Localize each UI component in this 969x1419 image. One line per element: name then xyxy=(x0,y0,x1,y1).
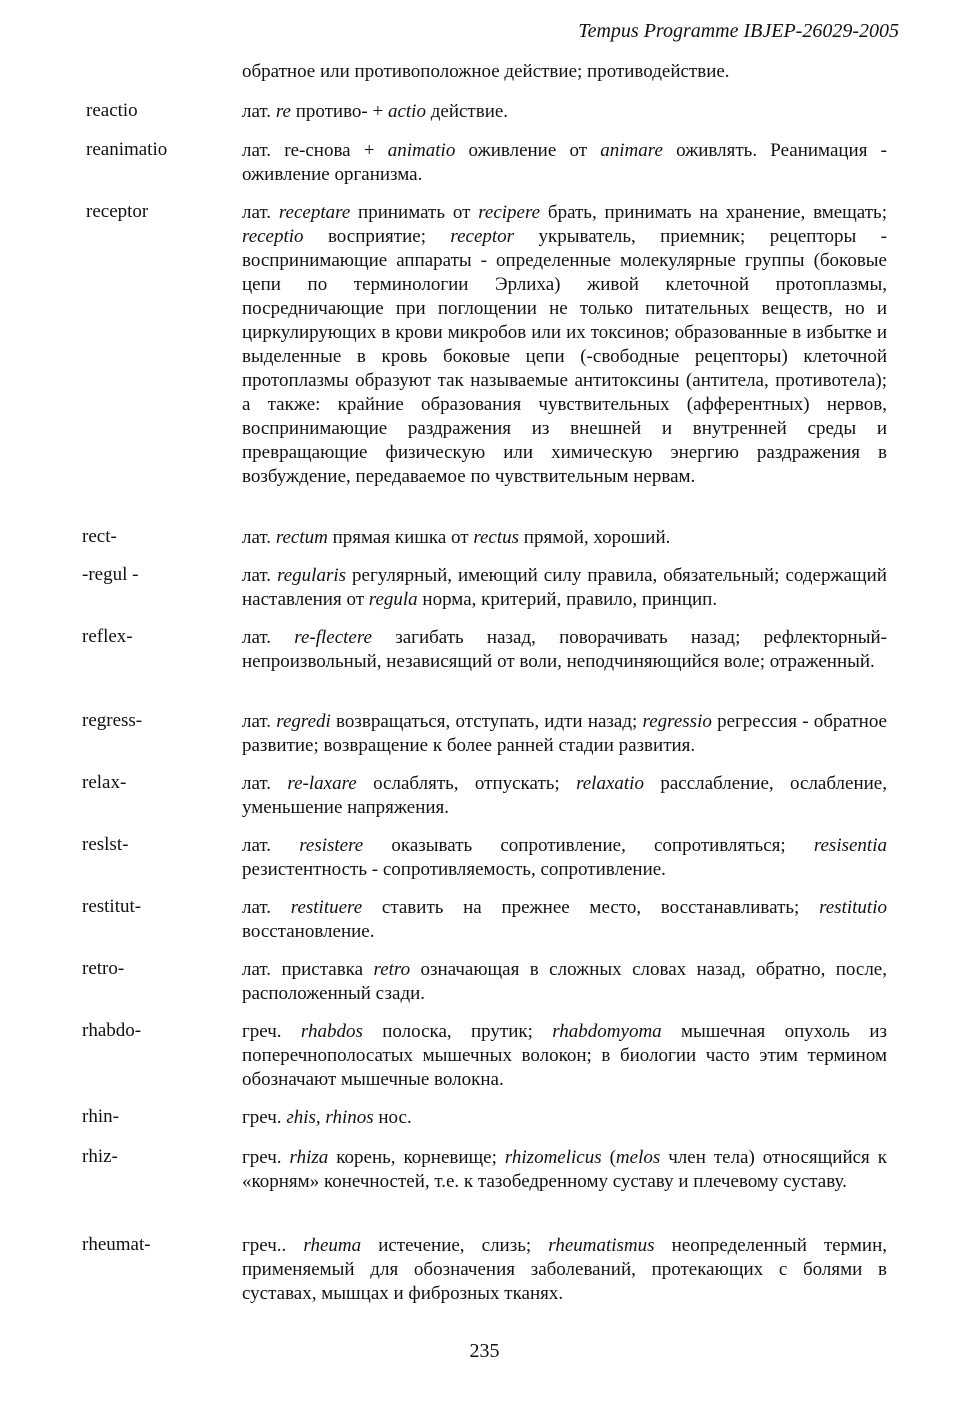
definition-text: укрыватель, приемник; рецепторы - воспринимающие аппараты - определенные молекулярные группы (боковые цепи по терминологии Эрлиха) живой клеточной протоплазмы, посредничающие при поглощении не только питательных веществ, но и циркулирующих в крови микробов или их токсинов; образованные в избытке и выделенные в кровь боковые цепи (-свободные рецепторы) клеточной протоплазмы образуют так называемые антитоксины (антитела, противотела); а также: крайние образования чувствительных (афферентных) нервов, воспринимающие раздражения из внешней и внутренней среды и превращающие физическую или химическую энергию раздражения в возбуждение, передаваемое по чувствительным нервам. xyxy=(242,226,887,487)
definition-text: означающая в сложных словах назад, обратно, после, расположенный сзади. xyxy=(242,959,887,1004)
definition-text: корень, корневище; xyxy=(328,1147,505,1168)
italic-term: rectus xyxy=(473,527,520,548)
entry-term: reslst- xyxy=(82,834,129,855)
italic-term: rheumatismus xyxy=(548,1235,655,1256)
italic-term: rhabdomyoma xyxy=(552,1021,662,1042)
definition-text: восстановление. xyxy=(242,921,375,942)
italic-term: animare xyxy=(600,140,663,161)
entry-term: rect- xyxy=(82,526,117,547)
entry-definition xyxy=(242,526,887,550)
entry-definition xyxy=(242,201,887,489)
page-number: 235 xyxy=(469,1340,500,1362)
definition-text: мышечная опухоль из поперечнополосатых мышечных волокон; в биологии часто этим термином обозначают мышечные волокна. xyxy=(242,1021,887,1090)
entry-definition xyxy=(242,958,887,1006)
italic-term: regressio xyxy=(642,711,712,732)
definition-text: принимать от xyxy=(350,202,479,223)
definition-text: расслабление, ослабление, уменьшение напряжения. xyxy=(242,773,887,818)
entry-term: rhiz- xyxy=(82,1146,118,1167)
italic-term: retro xyxy=(373,959,411,980)
definition-text: полоска, прутик; xyxy=(362,1021,553,1042)
entry-definition xyxy=(242,626,887,674)
definition-text: норма, критерий, правило, принцип. xyxy=(417,589,718,610)
definition-text: ставить на прежнее место, восстанавливать; xyxy=(362,897,820,918)
definition-text: греч.. xyxy=(242,1235,304,1256)
italic-term: receptor xyxy=(450,226,515,247)
entry-definition xyxy=(242,139,887,187)
italic-term: гhis, rhinos xyxy=(286,1107,374,1128)
entry-term: rhabdo- xyxy=(82,1020,142,1041)
entry-definition xyxy=(242,100,887,124)
definition-text: лат. xyxy=(242,711,277,732)
entry-term: rhin- xyxy=(82,1106,119,1127)
definition-text: прямая кишка от xyxy=(327,527,474,548)
italic-term: regularis xyxy=(277,565,347,586)
definition-text: лат. xyxy=(242,897,291,918)
running-header: Tempus Programme IBJEP-26029-2005 xyxy=(578,20,899,42)
italic-term: re-laxare xyxy=(287,773,357,794)
italic-term: re-flectere xyxy=(294,627,372,648)
definition-text: действие. xyxy=(425,101,509,122)
italic-term: resistere xyxy=(299,835,364,856)
italic-term: regula xyxy=(368,589,418,610)
entry-term: rheumat- xyxy=(82,1234,151,1255)
entry-term: reanimatio xyxy=(86,139,168,160)
entry-definition xyxy=(242,772,887,820)
entry-term: restitut- xyxy=(82,896,142,917)
definition-text: ослаблять, отпускать; xyxy=(356,773,577,794)
definition-text: возвращаться, отступать, идти назад; xyxy=(330,711,643,732)
definition-text: лат. xyxy=(242,627,295,648)
definition-text: оживление от xyxy=(455,140,601,161)
italic-term: rhabdos xyxy=(300,1021,363,1042)
definition-text: член тела) относящийся к «корням» конечностей, т.е. к тазобедренному суставу и плечевому суставу. xyxy=(242,1147,888,1192)
definition-text: греч. xyxy=(242,1107,287,1128)
definition-text: регулярный, имеющий силу правила, обязательный; содержащий наставления от xyxy=(242,565,887,610)
definition-text: лат. xyxy=(242,835,300,856)
definition-text: греч. xyxy=(242,1021,301,1042)
entry-term: relax- xyxy=(82,772,127,793)
italic-term: receptio xyxy=(242,226,304,247)
definition-text: оживлять. Реанимация - оживление организма. xyxy=(242,140,888,185)
definition-text: лат. xyxy=(242,202,279,223)
entry-definition xyxy=(242,1146,887,1194)
italic-term: restitutio xyxy=(819,897,887,918)
italic-term: regredi xyxy=(276,711,331,732)
definition-text: лат. xyxy=(242,527,276,548)
entry-term: -regul - xyxy=(82,564,139,585)
definition-text: загибать назад, поворачивать назад; рефлекторный-непроизвольный, независящий от воли, неподчиняющийся воле; отраженный. xyxy=(242,627,887,672)
italic-term: melos xyxy=(615,1147,661,1168)
entry-term: retro- xyxy=(82,958,125,979)
italic-term: receptare xyxy=(278,202,351,223)
entry-definition xyxy=(242,896,887,944)
italic-term: rhizomelicus xyxy=(504,1147,602,1168)
definition-text: греч. xyxy=(242,1147,290,1168)
italic-term: recipere xyxy=(478,202,541,223)
italic-term: animatio xyxy=(387,140,456,161)
italic-term: re xyxy=(275,101,291,122)
definition-text: лат. re-снова + xyxy=(242,140,388,161)
italic-term: rhiza xyxy=(289,1147,329,1168)
entry-term: regress- xyxy=(82,710,143,731)
definition-text: ( xyxy=(601,1147,616,1168)
italic-term: restituere xyxy=(290,897,363,918)
definition-text: неопределенный термин, применяемый для обозначения заболеваний, протекающих с болями в суставах, мышцах и фиброзных тканях. xyxy=(242,1235,888,1304)
definition-text: регрессия - обратное развитие; возвращение к более ранней стадии развития. xyxy=(242,711,887,756)
definition-text: брать, принимать на хранение, вмещать; xyxy=(540,202,887,223)
italic-term: resisentia xyxy=(813,835,887,856)
entry-definition xyxy=(242,1020,887,1092)
continuation-text: обратное или противоположное действие; противодействие. xyxy=(242,61,730,82)
definition-text: резистентность - сопротивляемость, сопротивление. xyxy=(242,859,666,880)
definition-text: восприятие; xyxy=(303,226,451,247)
italic-term: rheuma xyxy=(303,1235,362,1256)
entry-definition xyxy=(242,1106,887,1130)
definition-text: лат. приставка xyxy=(242,959,374,980)
entry-term: reflex- xyxy=(82,626,133,647)
definition-text: противо- + xyxy=(290,101,388,122)
definition-text: прямой, хороший. xyxy=(519,527,671,548)
entry-definition xyxy=(242,1234,887,1306)
entry-definition xyxy=(242,710,887,758)
italic-term: rectum xyxy=(275,527,328,548)
italic-term: actio xyxy=(387,101,426,122)
entry-definition xyxy=(242,564,887,612)
definition-text: лат. xyxy=(242,565,278,586)
definition-text: оказывать сопротивление, сопротивляться; xyxy=(363,835,814,856)
entry-term: receptor xyxy=(86,201,149,222)
definition-text: истечение, слизь; xyxy=(361,1235,549,1256)
definition-text: лат. xyxy=(242,773,288,794)
definition-text: нос. xyxy=(373,1107,412,1128)
definition-text: лат. xyxy=(242,101,276,122)
entry-definition xyxy=(242,834,887,882)
italic-term: relaxatio xyxy=(576,773,644,794)
entry-term: reactio xyxy=(86,100,138,121)
